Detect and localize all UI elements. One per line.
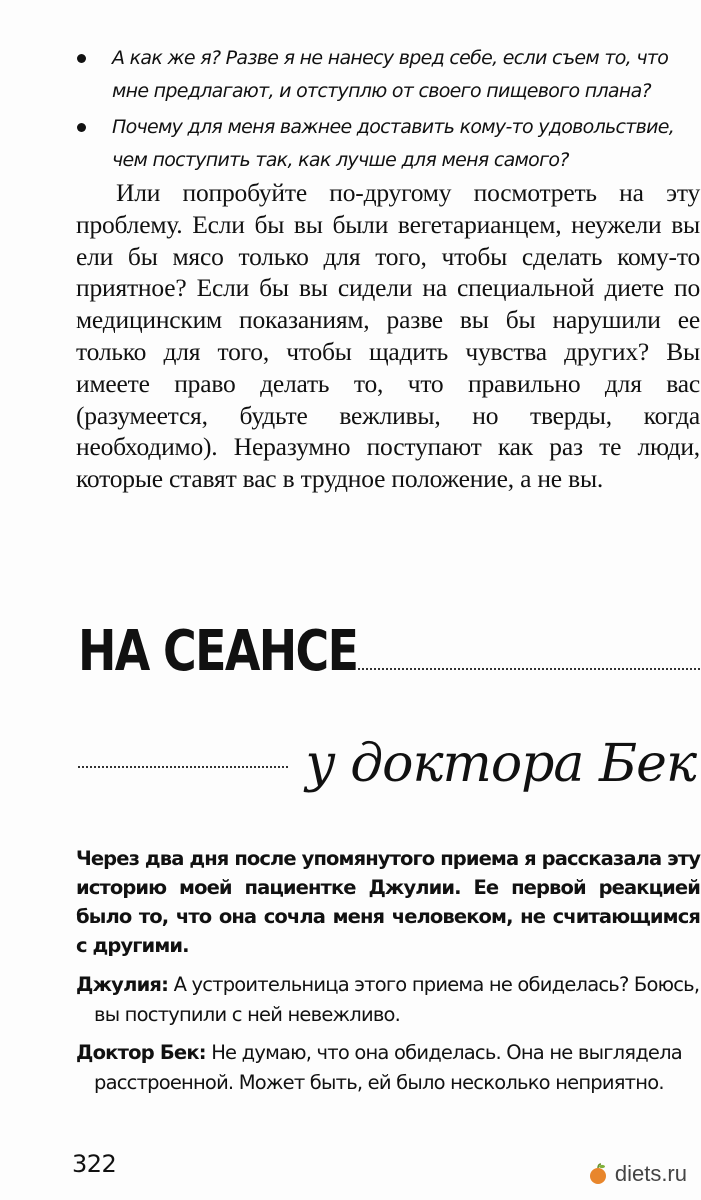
section-subheading-row — [78, 700, 700, 794]
intro-paragraph: Через два дня после упомянутого приема я рассказала эту историю моей пациентке Джулии. Ее первой реакцией было то, что она сочла меня человеком, не считающимся с другими. — [76, 847, 700, 957]
speaker-name: Джулия: — [76, 973, 169, 996]
apple-logo-icon — [587, 1163, 609, 1185]
speaker-name: Доктор Бек: — [76, 1041, 206, 1064]
section-heading-row — [78, 600, 700, 684]
dialogue-text: А устроительница этого приема не обиделась? Боюсь, вы поступили с ней невежливо. — [94, 973, 700, 1026]
bullet-dot-icon — [77, 54, 86, 63]
dialogue-line — [76, 1038, 700, 1098]
section-subheading: у доктора Бек — [305, 734, 696, 794]
bullet-list — [72, 42, 700, 180]
bullet-item — [72, 42, 700, 108]
bullet-text: Почему для меня важнее доставить кому-то удовольствие, чем поступить так, как лучше для меня самого? — [112, 116, 675, 171]
bullet-text: А как же я? Разве я не нанесу вред себе, если съем то, что мне предлагают, и отступлю от своего пищевого плана? — [112, 47, 669, 102]
bullet-item — [72, 111, 700, 177]
site-watermark — [587, 1161, 687, 1187]
bullet-dot-icon — [77, 123, 86, 132]
dialogue — [76, 970, 700, 1106]
watermark-text: diets.ru — [614, 1161, 687, 1186]
page-number: 322 — [72, 1150, 117, 1178]
section-heading: НА СЕАНСЕ — [78, 619, 358, 684]
dialogue-text: Не думаю, что она обиделась. Она не выглядела расстроенной. Может быть, ей было несколько неприятно. — [94, 1041, 682, 1094]
dotted-leader — [353, 668, 700, 670]
body-paragraph: Или попробуйте по-другому посмотреть на эту проблему. Если бы вы были вегетарианцем, неужели вы ели бы мясо только для того, чтобы сделать кому-то приятное? Если бы вы сидели на специальной диете по медицинским показаниям, разве вы бы нарушили ее только для того, чтобы щадить чувства других? Вы имеете право делать то, что правильно для вас (разумеется, будьте вежливы, но тверды, когда необходимо). Неразумно поступают как раз те люди, которые ставят вас в трудное положение, а не вы. — [76, 178, 700, 494]
dialogue-line — [76, 970, 700, 1030]
dotted-leader — [78, 766, 288, 768]
